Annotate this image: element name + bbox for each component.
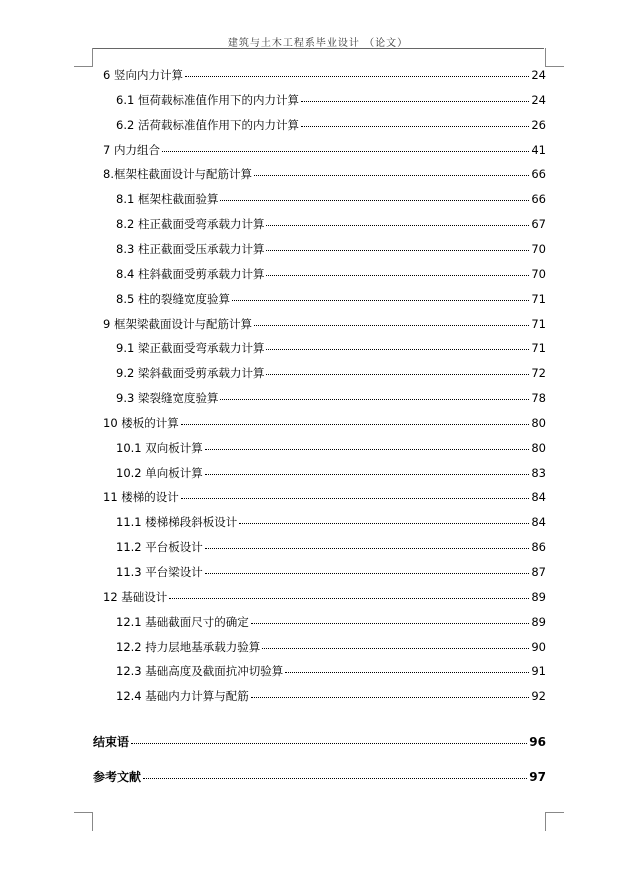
toc-entry-page-number: 71: [531, 291, 546, 306]
toc-dot-leader: [266, 349, 529, 350]
toc-entry[interactable]: [116, 93, 546, 107]
toc-entry-page-number: 24: [531, 68, 546, 82]
toc-entry-title: 8.5 柱的裂缝宽度验算: [116, 291, 230, 306]
toc-entry-title: 12.3 基础高度及截面抗冲切验算: [116, 664, 284, 679]
toc-entry-page-number: 70: [531, 241, 546, 256]
toc-entry-title: 12 基础设计: [103, 589, 168, 604]
toc-entry-page-number: 86: [531, 540, 546, 555]
toc-dot-leader: [239, 523, 529, 524]
toc-entry-page-number: 70: [531, 266, 546, 281]
toc-dot-leader: [254, 175, 529, 176]
toc-entry-page-number: 90: [531, 639, 546, 654]
toc-entry-title: 12.1 基础截面尺寸的确定: [116, 614, 249, 629]
toc-dot-leader: [266, 374, 529, 375]
toc-entry[interactable]: [103, 490, 546, 504]
toc-entry-page-number: 96: [529, 735, 546, 749]
toc-entry-title: 7 内力组合: [103, 142, 160, 157]
crop-mark-top-right: [545, 48, 564, 67]
toc-entry-page-number: 89: [531, 614, 546, 629]
toc-entry-page-number: 26: [531, 117, 546, 132]
toc-dot-leader: [162, 151, 529, 152]
toc-entry-title: 11 楼梯的设计: [103, 490, 179, 505]
toc-entry[interactable]: [103, 590, 546, 604]
toc-dot-leader: [266, 250, 529, 251]
toc-entry-page-number: 80: [531, 440, 546, 455]
toc-entry-title: 8.框架柱截面设计与配筋计算: [103, 167, 252, 182]
toc-entry-title: 6.1 恒荷载标准值作用下的内力计算: [116, 92, 299, 107]
toc-entry-page-number: 84: [531, 490, 546, 505]
toc-entry[interactable]: [103, 167, 546, 181]
toc-entry-page-number: 24: [531, 92, 546, 107]
toc-entry-page-number: 71: [531, 341, 546, 356]
toc-dot-leader: [266, 225, 529, 226]
toc-dot-leader: [181, 498, 530, 499]
toc-entry[interactable]: [116, 615, 546, 629]
toc-dot-leader: [143, 778, 527, 779]
toc-entry[interactable]: [116, 118, 546, 132]
toc-dot-leader: [185, 76, 529, 77]
toc-dot-leader: [285, 672, 529, 673]
toc-entry-title: 10.1 双向板计算: [116, 440, 203, 455]
toc-dot-leader: [251, 697, 530, 698]
toc-entry[interactable]: [93, 735, 546, 749]
toc-entry[interactable]: [116, 540, 546, 554]
toc-dot-leader: [205, 548, 530, 549]
toc-entry-page-number: 97: [529, 770, 546, 784]
toc-dot-leader: [205, 474, 530, 475]
toc-entry-page-number: 87: [531, 565, 546, 579]
toc-entry-title: 8.1 框架柱截面验算: [116, 192, 219, 207]
toc-dot-leader: [220, 399, 529, 400]
toc-entry-title: 9.2 梁斜截面受剪承载力计算: [116, 366, 265, 381]
toc-entry-page-number: 89: [531, 589, 546, 604]
toc-entry-title: 11.2 平台板设计: [116, 540, 203, 555]
toc-entry[interactable]: [116, 565, 546, 579]
toc-dot-leader: [131, 743, 527, 744]
toc-entry-title: 10.2 单向板计算: [116, 465, 203, 480]
toc-entry-page-number: 83: [531, 465, 546, 480]
toc-entry[interactable]: [103, 416, 546, 430]
toc-entry-title: 参考文献: [93, 770, 142, 784]
toc-dot-leader: [232, 300, 529, 301]
crop-mark-bottom-left: [74, 812, 93, 831]
toc-entry-page-number: 78: [531, 391, 546, 406]
toc-entry[interactable]: [116, 292, 546, 306]
toc-entry-page-number: 92: [531, 689, 546, 704]
toc-entry[interactable]: [116, 689, 546, 703]
toc-entry[interactable]: [116, 341, 546, 355]
toc-entry[interactable]: [116, 366, 546, 380]
toc-entry-title: 9.3 梁裂缝宽度验算: [116, 391, 219, 406]
toc-entry-title: 12.4 基础内力计算与配筋: [116, 689, 249, 704]
toc-entry-page-number: 71: [531, 316, 546, 331]
toc-dot-leader: [301, 126, 529, 127]
toc-entry-title: 8.4 柱斜截面受剪承载力计算: [116, 266, 265, 281]
crop-mark-top-left: [74, 48, 93, 67]
toc-entry[interactable]: [103, 317, 546, 331]
toc-entry[interactable]: [116, 242, 546, 256]
toc-entry-title: 8.3 柱正截面受压承载力计算: [116, 241, 265, 256]
toc-dot-leader: [220, 200, 529, 201]
toc-entry-title: 8.2 柱正截面受弯承载力计算: [116, 217, 265, 232]
toc-entry-page-number: 80: [531, 415, 546, 430]
toc-entry-page-number: 66: [531, 192, 546, 207]
header-rule: [92, 48, 544, 49]
toc-entry[interactable]: [103, 143, 546, 157]
toc-dot-leader: [205, 449, 530, 450]
toc-entry-title: 9.1 梁正截面受弯承载力计算: [116, 341, 265, 356]
toc-entry-title: 6 竖向内力计算: [103, 68, 183, 82]
toc-entry-page-number: 41: [531, 142, 546, 157]
toc-entry[interactable]: [103, 68, 546, 82]
toc-entry-page-number: 66: [531, 167, 546, 182]
toc-dot-leader: [266, 275, 529, 276]
toc-dot-leader: [169, 598, 529, 599]
toc-entry-title: 9 框架梁截面设计与配筋计算: [103, 316, 252, 331]
toc-entry[interactable]: [116, 441, 546, 455]
toc-entry-title: 11.1 楼梯梯段斜板设计: [116, 515, 238, 530]
toc-dot-leader: [301, 101, 529, 102]
toc-dot-leader: [262, 648, 529, 649]
toc-dot-leader: [254, 325, 529, 326]
toc-dot-leader: [181, 424, 530, 425]
toc-entry-page-number: 84: [531, 515, 546, 530]
toc-entry-page-number: 91: [531, 664, 546, 679]
page-header: 建筑与土木工程系毕业设计 （论文）: [227, 38, 409, 49]
toc-entry[interactable]: [116, 640, 546, 654]
toc-entry-title: 10 楼板的计算: [103, 415, 179, 430]
toc-entry[interactable]: [93, 770, 546, 784]
toc-entry-page-number: 67: [531, 217, 546, 232]
toc-entry[interactable]: [116, 391, 546, 405]
toc-entry[interactable]: [116, 664, 546, 678]
toc-entry-title: 结束语: [93, 735, 130, 749]
toc-entry[interactable]: [116, 217, 546, 231]
toc-entry[interactable]: [116, 466, 546, 480]
toc-entry-title: 12.2 持力层地基承载力验算: [116, 639, 261, 654]
toc-entry[interactable]: [116, 515, 546, 529]
toc-entry-title: 6.2 活荷载标准值作用下的内力计算: [116, 117, 299, 132]
toc-entry[interactable]: [116, 192, 546, 206]
toc-entry-title: 11.3 平台梁设计: [116, 565, 203, 579]
toc-dot-leader: [251, 623, 530, 624]
toc-dot-leader: [205, 573, 530, 574]
crop-mark-bottom-right: [545, 812, 564, 831]
toc-entry[interactable]: [116, 267, 546, 281]
toc-entry-page-number: 72: [531, 366, 546, 381]
